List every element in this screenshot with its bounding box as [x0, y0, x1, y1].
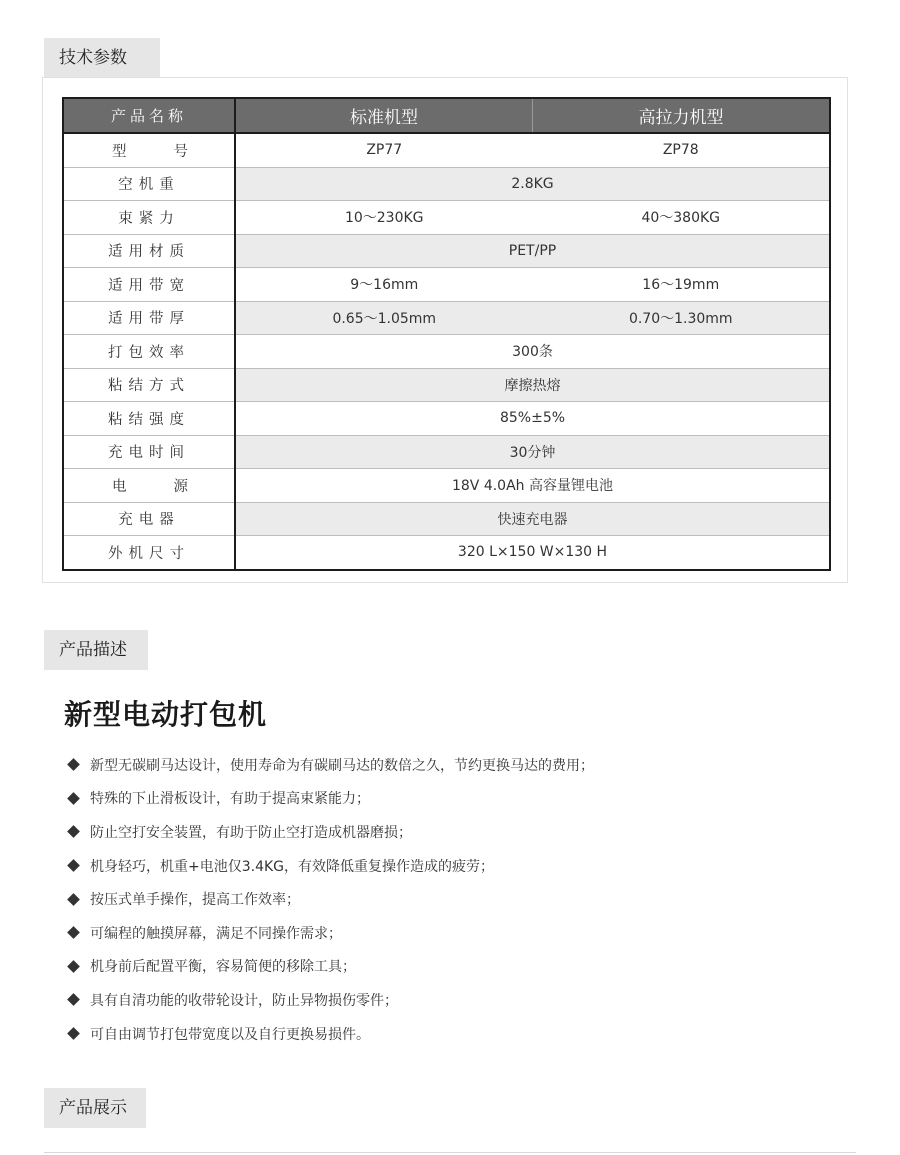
spec-value: 9～16mm — [235, 268, 533, 302]
spec-value: 摩擦热熔 — [235, 368, 830, 402]
spec-label-char: 电 — [112, 478, 127, 495]
spec-label — [63, 133, 235, 167]
spec-row — [63, 502, 830, 536]
section-tag-description: 产品描述 — [44, 630, 148, 670]
diamond-bullet-icon — [67, 960, 80, 973]
feature-text: 具有自清功能的收带轮设计，防止异物损伤零件； — [90, 992, 398, 1009]
spec-row — [63, 335, 830, 369]
section-tag-specs: 技术参数 — [44, 38, 160, 78]
diamond-bullet-icon — [67, 1027, 80, 1040]
spec-value: 10～230KG — [235, 201, 533, 235]
product-title: 新型电动打包机 — [64, 698, 268, 731]
diamond-bullet-icon — [67, 926, 80, 939]
feature-item — [66, 782, 594, 816]
feature-text: 可自由调节打包带宽度以及自行更换易损件。 — [90, 1026, 370, 1043]
spec-label: 粘结方式 — [63, 368, 235, 402]
spec-row — [63, 167, 830, 201]
spec-row — [63, 469, 830, 503]
spec-row — [63, 234, 830, 268]
feature-text: 防止空打安全装置，有助于防止空打造成机器磨损； — [90, 824, 412, 841]
diamond-bullet-icon — [67, 859, 80, 872]
spec-label: 粘结强度 — [63, 402, 235, 436]
spec-value: 16～19mm — [533, 268, 831, 302]
spec-row — [63, 368, 830, 402]
spec-label: 充电器 — [63, 502, 235, 536]
spec-value: 320 L×150 W×130 H — [235, 536, 830, 570]
header-high-tension-model: 高拉力机型 — [533, 98, 831, 133]
spec-value: ZP77 — [235, 133, 533, 167]
feature-item — [66, 1017, 594, 1051]
feature-item — [66, 815, 594, 849]
spec-label-char: 源 — [173, 478, 188, 495]
feature-list — [66, 748, 594, 1050]
divider — [44, 1152, 856, 1153]
feature-text: 可编程的触摸屏幕，满足不同操作需求； — [90, 925, 342, 942]
spec-value: 18V 4.0Ah 高容量锂电池 — [235, 469, 830, 503]
spec-row — [63, 201, 830, 235]
spec-label: 适用带宽 — [63, 268, 235, 302]
spec-label: 空机重 — [63, 167, 235, 201]
spec-label-char: 号 — [173, 143, 188, 160]
feature-item — [66, 882, 594, 916]
feature-text: 新型无碳刷马达设计，使用寿命为有碳刷马达的数倍之久，节约更换马达的费用； — [90, 757, 594, 774]
spec-label: 外机尺寸 — [63, 536, 235, 570]
diamond-bullet-icon — [67, 826, 80, 839]
spec-value: 2.8KG — [235, 167, 830, 201]
spec-label: 束紧力 — [63, 201, 235, 235]
spec-row — [63, 133, 830, 167]
spec-label: 充电时间 — [63, 435, 235, 469]
feature-text: 特殊的下止滑板设计，有助于提高束紧能力； — [90, 791, 370, 808]
feature-item — [66, 748, 594, 782]
diamond-bullet-icon — [67, 893, 80, 906]
spec-label — [63, 469, 235, 503]
spec-value: 30分钟 — [235, 435, 830, 469]
feature-text: 机身轻巧，机重+电池仅3.4KG，有效降低重复操作造成的疲劳； — [90, 858, 495, 875]
spec-row — [63, 435, 830, 469]
diamond-bullet-icon — [67, 758, 80, 771]
section-tag-showcase: 产品展示 — [44, 1088, 146, 1128]
diamond-bullet-icon — [67, 792, 80, 805]
spec-value: 40～380KG — [533, 201, 831, 235]
spec-value: ZP78 — [533, 133, 831, 167]
spec-value: 300条 — [235, 335, 830, 369]
diamond-bullet-icon — [67, 994, 80, 1007]
feature-text: 机身前后配置平衡，容易简便的移除工具； — [90, 959, 356, 976]
spec-label-char: 型 — [112, 143, 127, 160]
spec-label: 适用材质 — [63, 234, 235, 268]
spec-row — [63, 301, 830, 335]
feature-item — [66, 950, 594, 984]
header-product-name: 产品名称 — [63, 98, 235, 133]
feature-item — [66, 983, 594, 1017]
feature-text: 按压式单手操作，提高工作效率； — [90, 892, 300, 909]
spec-value: 0.70～1.30mm — [533, 301, 831, 335]
spec-row — [63, 268, 830, 302]
spec-label: 适用带厚 — [63, 301, 235, 335]
spec-row — [63, 402, 830, 436]
spec-table-header — [63, 98, 830, 133]
feature-item — [66, 916, 594, 950]
spec-value: 85%±5% — [235, 402, 830, 436]
spec-value: 0.65～1.05mm — [235, 301, 533, 335]
spec-row — [63, 536, 830, 570]
spec-table — [62, 97, 831, 571]
feature-item — [66, 849, 594, 883]
spec-value: 快速充电器 — [235, 502, 830, 536]
spec-table-body — [63, 133, 830, 570]
spec-value: PET/PP — [235, 234, 830, 268]
spec-label: 打包效率 — [63, 335, 235, 369]
header-standard-model: 标准机型 — [235, 98, 533, 133]
